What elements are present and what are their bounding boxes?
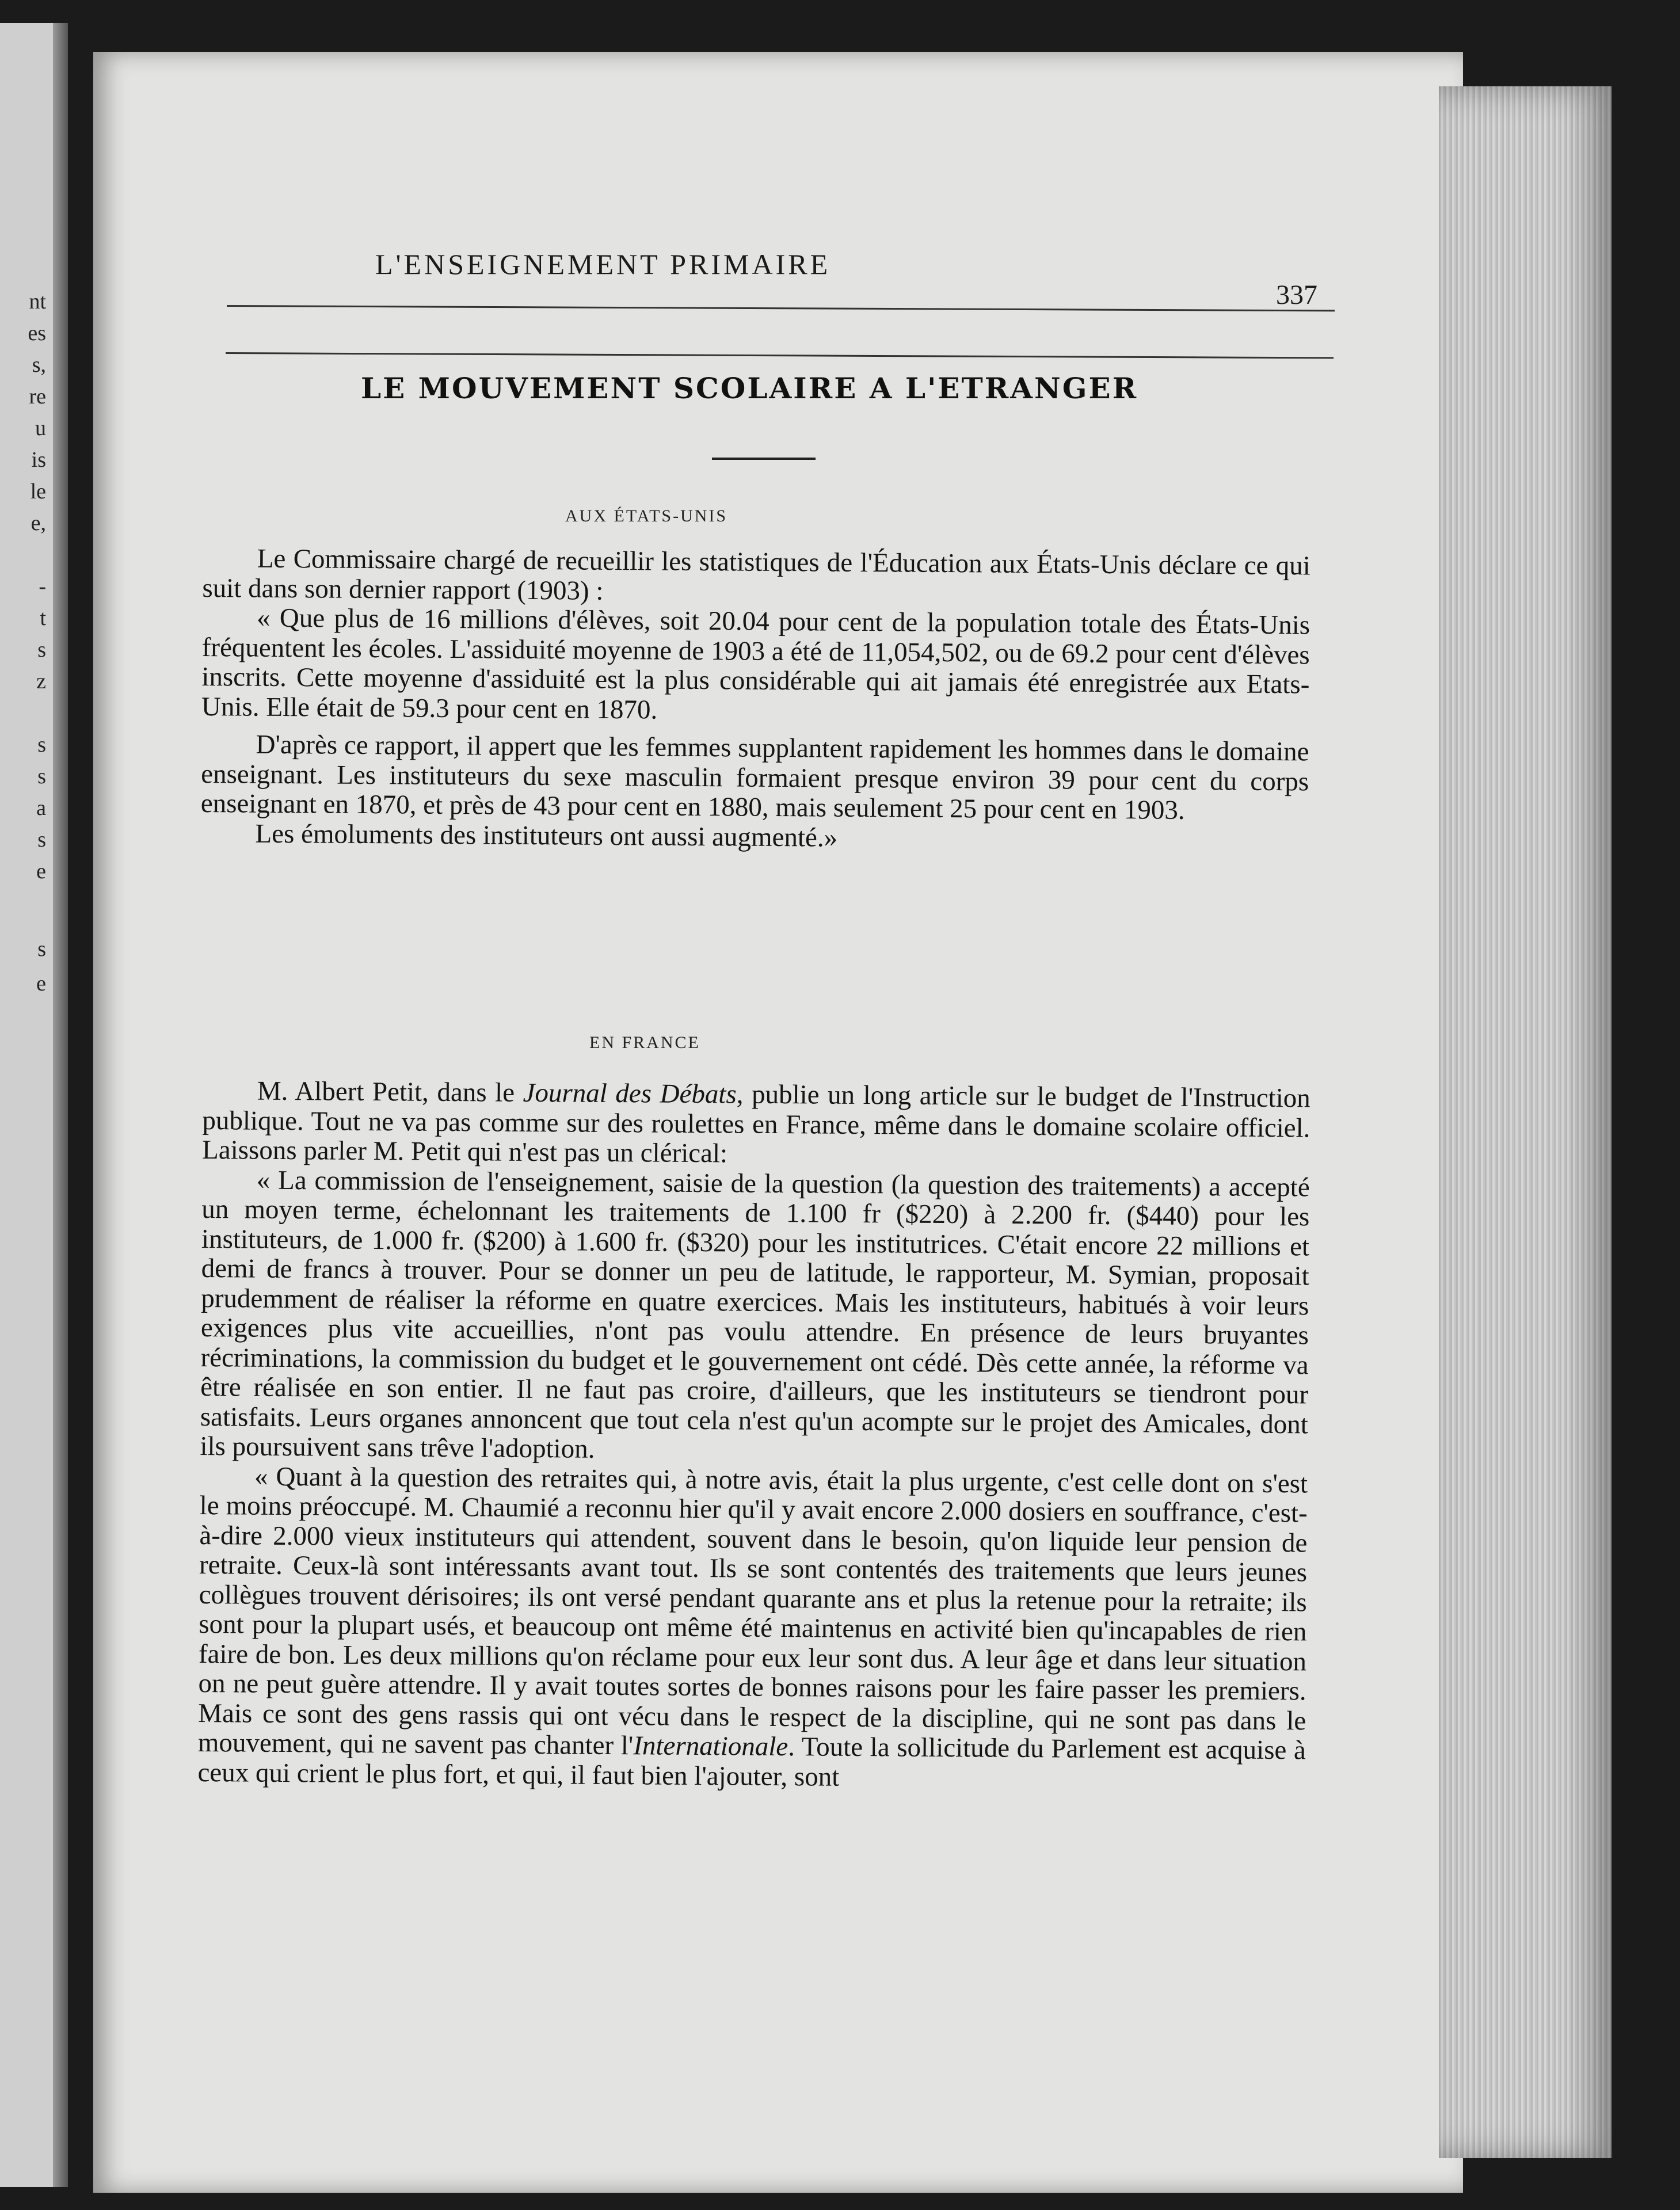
left-page-fragment: t [40,606,46,630]
left-page-fragment: nt [29,289,46,314]
left-page-fragment: e, [31,511,46,535]
section-heading-etats-unis: AUX ÉTATS-UNIS [565,506,728,525]
left-page-fragment: is [31,448,46,472]
book-page-edges [1439,86,1612,2158]
section-body-etats-unis [200,544,1311,856]
paragraph [197,1461,1308,1795]
left-page-fragment: e [36,971,46,996]
text-run: M. Albert Petit, dans le [257,1076,523,1108]
left-page-fragment: es [28,321,46,345]
section-body-en-france [197,1076,1311,1795]
book-page [93,52,1463,2193]
book-gutter [53,23,68,2187]
page-number: 337 [1276,280,1317,310]
text-run: , publie un long article sur le budget de l'Instruction publique. Tout ne va pas comme sur des roulettes en France, même dans le domaine scolaire officiel. Laissons parler M. Petit qui n'est pas un clérical: [201,1079,1311,1169]
text-run: « Quant à la question des retraites qui, à notre avis, était la plus urgente, c'est celle dont on s'est le moins préoccupé. M. Chaumié a reconnu hier qu'il y avait encore 2.000 dosiers en souffrance, c'est-à-dire 2.000 vieux instituteurs qui attendent, souvent dans le besoin, qu'on liquide leur pension de retraite. Ceux-là sont intéressants avant tout. Ils se sont contentés des traitements que leurs jeunes collègues trouvent dérisoires; ils ont versé pendant quarante ans et plus la retenue pour la retraite; ils sont pour la plupart usés, et beaucoup ont même été maintenus en activité bien qu'incapables de rien faire de bon. Les deux millions qu'on réclame pour eux leur sont dus. A leur âge et dans leur situation on ne peut guère attendre. Il y avait toutes sortes de bonnes raisons pour les faire passer les premiers. Mais ce sont des gens rassis qui ont vécu dans le respect de la discipline, qui ne sont pas dans le mouvement, qui ne savent pas chanter l' [197,1461,1308,1761]
paragraph [202,1076,1311,1173]
header-rule-lower [226,352,1334,359]
header-rule [227,305,1335,311]
paragraph: Le Commissaire chargé de recueillir les statistiques de l'Éducation aux États-Unis déclare ce qui suit dans son dernier rapport (1903) : [202,543,1311,606]
left-page-fragment: s [37,764,46,788]
left-page-fragment: - [39,574,46,599]
left-page-fragment: s [37,828,46,852]
song-title: Internationale [633,1731,788,1762]
paragraph: Les émoluments des instituteurs ont aussi augmenté.» [255,818,838,853]
text-run: . Toute la sollicitude du Parlement est acquise à ceux qui crient le plus fort, et qui, il faut bien l'ajouter, sont [197,1732,1306,1792]
paragraph: « Que plus de 16 millions d'élèves, soit 20.04 pour cent de la population totale des États-Unis fréquentent les écoles. L'assiduité moyenne de 1903 a été de 11,054,502, ou de 69.2 pour cent d'élèves inscrits. Cette moyenne d'assiduité est la plus considérable qui ait jamais été enregistrée aux Etats-Unis. Elle était de 59.3 pour cent en 1870. [201,603,1311,725]
left-page-fragment: s [37,937,46,961]
left-page-fragment: u [35,416,46,440]
section-heading-en-france: EN FRANCE [589,1033,700,1052]
left-page-fragment: s, [32,353,46,377]
left-page-edge [0,23,68,2187]
paragraph: D'après ce rapport, il appert que les femmes supplantent rapidement les hommes dans le domaine enseignant. Les instituteurs du sexe masculin formaient presque environ 39 pour cent du corps enseignant en 1870, et près de 43 pour cent en 1880, mais seulement 25 pour cent en 1903. [200,729,1309,825]
left-page-fragment: le [30,479,46,504]
title-rule [712,458,816,460]
running-head: L'ENSEIGNEMENT PRIMAIRE [375,248,831,280]
left-page-fragment: re [29,384,46,409]
left-page-fragment: s [37,638,46,662]
journal-title: Journal des Débats [523,1077,737,1110]
article-title: LE MOUVEMENT SCOLAIRE A L'ETRANGER [361,371,1138,405]
left-page-fragment: e [36,859,46,883]
left-page-fragment: s [37,733,46,757]
left-page-fragment: z [36,669,46,694]
paragraph: « La commission de l'enseignement, saisie de la question (la question des traitements) a accepté un moyen terme, échelonnant les traitements de 1.100 fr ($220) à 2.200 fr. ($440) pour les instituteurs, de 1.000 fr. ($200) à 1.600 fr. ($320) pour les institutrices. C'était encore 22 millions et demi de francs à trouver. Pour se donner un peu de latitude, le rapporteur, M. Symian, proposait prudemment de réaliser la réforme en quatre exercices. Mais les instituteurs, habitués à voir leurs exigences plus vite accueillies, n'ont pas voulu attendre. En présence de leurs bruyantes récriminations, la commission du budget et le gouvernement ont cédé. Dès cette année, la réforme va être réalisée en son entier. Il ne faut pas croire, d'ailleurs, que les instituteurs se tiendront pour satisfaits. Leurs organes annoncent que tout cela n'est qu'un acompte sur le projet des Amicales, dont ils poursuivent sans trêve l'adoption. [200,1165,1310,1464]
left-page-fragment: a [36,796,46,820]
